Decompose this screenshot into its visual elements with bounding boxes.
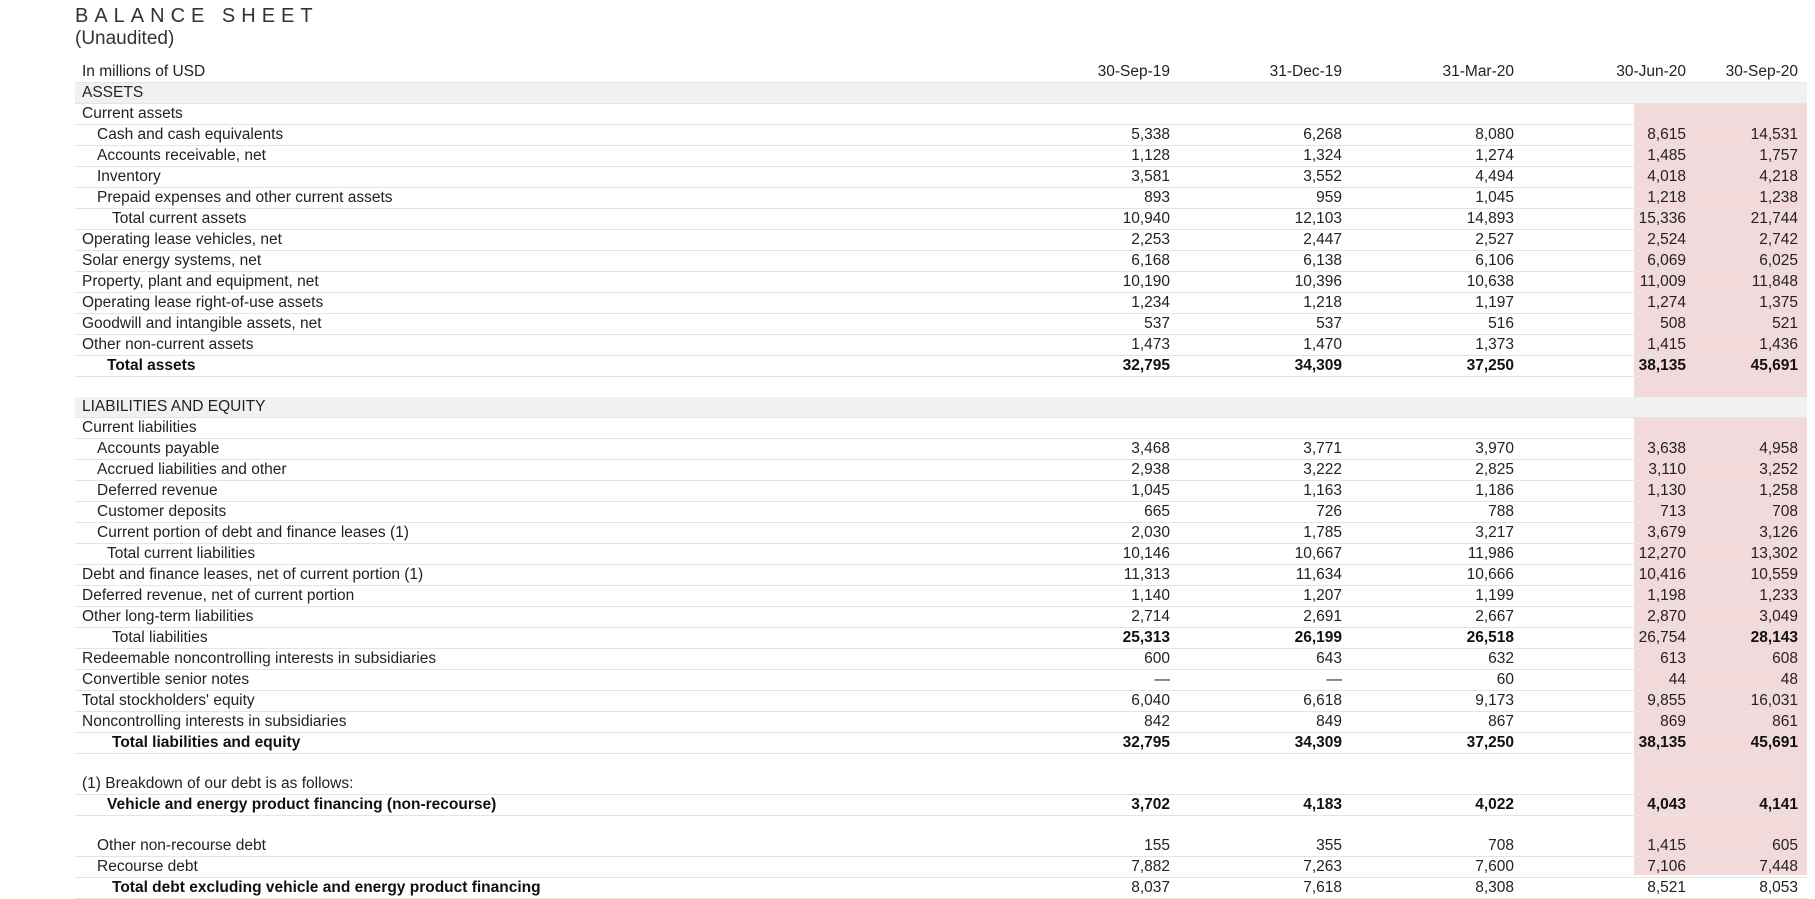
value-cell: 713 [1523, 502, 1695, 523]
row-label: ASSETS [75, 83, 1035, 104]
value-cell: 605 [1695, 836, 1807, 857]
table-row [75, 293, 1807, 314]
table-row [75, 628, 1807, 649]
value-cell: 38,135 [1523, 356, 1695, 377]
spacer-cell [1695, 816, 1807, 837]
value-cell [1351, 418, 1523, 439]
value-cell: 11,009 [1523, 272, 1695, 293]
row-label: Cash and cash equivalents [75, 125, 1035, 146]
value-cell: 1,163 [1179, 481, 1351, 502]
value-cell: 1,045 [1035, 481, 1179, 502]
value-cell: 2,938 [1035, 460, 1179, 481]
value-cell: 355 [1179, 836, 1351, 857]
value-cell [1523, 397, 1695, 418]
table-row [75, 649, 1807, 670]
row-label: Customer deposits [75, 502, 1035, 523]
value-cell: 1,197 [1351, 293, 1523, 314]
value-cell: 4,494 [1351, 167, 1523, 188]
value-cell [1035, 104, 1179, 125]
table-row [75, 544, 1807, 565]
value-cell: 37,250 [1351, 733, 1523, 754]
row-label: Current portion of debt and finance leases (1) [75, 523, 1035, 544]
row-label: Convertible senior notes [75, 670, 1035, 691]
value-cell [1695, 418, 1807, 439]
value-cell: 1,258 [1695, 481, 1807, 502]
spacer-cell [75, 377, 1035, 398]
value-cell: 1,199 [1351, 586, 1523, 607]
value-cell: 1,473 [1035, 335, 1179, 356]
value-cell [1523, 83, 1695, 104]
value-cell: 10,638 [1351, 272, 1523, 293]
column-header: 30-Jun-20 [1523, 62, 1695, 83]
table-row [75, 502, 1807, 523]
value-cell: 7,263 [1179, 857, 1351, 878]
row-label: Solar energy systems, net [75, 251, 1035, 272]
value-cell: 2,667 [1351, 607, 1523, 628]
value-cell: 5,338 [1035, 125, 1179, 146]
table-row [75, 418, 1807, 439]
spacer-row [75, 754, 1807, 775]
value-cell: 9,173 [1351, 691, 1523, 712]
value-cell: 4,183 [1179, 795, 1351, 816]
value-cell: 7,448 [1695, 857, 1807, 878]
value-cell: 1,218 [1523, 188, 1695, 209]
value-cell: 1,757 [1695, 146, 1807, 167]
table-row [75, 460, 1807, 481]
table-row [75, 188, 1807, 209]
value-cell: 16,031 [1695, 691, 1807, 712]
value-cell [1695, 83, 1807, 104]
value-cell: 1,324 [1179, 146, 1351, 167]
spacer-cell [1695, 377, 1807, 398]
table-row [75, 125, 1807, 146]
value-cell: — [1035, 670, 1179, 691]
value-cell: 842 [1035, 712, 1179, 733]
value-cell: 11,313 [1035, 565, 1179, 586]
value-cell [1035, 397, 1179, 418]
value-cell [1179, 397, 1351, 418]
row-label: Vehicle and energy product financing (non-recourse) [75, 795, 1035, 816]
row-label: Total current liabilities [75, 544, 1035, 565]
value-cell: 2,447 [1179, 230, 1351, 251]
value-cell: 10,396 [1179, 272, 1351, 293]
value-cell: 867 [1351, 712, 1523, 733]
value-cell: 6,168 [1035, 251, 1179, 272]
value-cell [1695, 104, 1807, 125]
value-cell: 1,375 [1695, 293, 1807, 314]
row-label: Accrued liabilities and other [75, 460, 1035, 481]
spacer-cell [1351, 377, 1523, 398]
value-cell: 3,581 [1035, 167, 1179, 188]
table-row [75, 272, 1807, 293]
row-label: Other long-term liabilities [75, 607, 1035, 628]
value-cell [1523, 418, 1695, 439]
table-row [75, 795, 1807, 816]
value-cell: 7,600 [1351, 857, 1523, 878]
table-row [75, 356, 1807, 377]
row-label: Prepaid expenses and other current assets [75, 188, 1035, 209]
row-label: (1) Breakdown of our debt is as follows: [75, 774, 1035, 795]
value-cell: 516 [1351, 314, 1523, 335]
value-cell: 44 [1523, 670, 1695, 691]
value-cell: 8,053 [1695, 878, 1807, 899]
value-cell: 2,870 [1523, 607, 1695, 628]
value-cell: 3,252 [1695, 460, 1807, 481]
value-cell: 708 [1351, 836, 1523, 857]
value-cell: 3,771 [1179, 439, 1351, 460]
row-label: Property, plant and equipment, net [75, 272, 1035, 293]
table-row [75, 251, 1807, 272]
value-cell: 10,666 [1351, 565, 1523, 586]
value-cell: 4,218 [1695, 167, 1807, 188]
units-label: In millions of USD [75, 62, 1035, 83]
value-cell: 10,559 [1695, 565, 1807, 586]
value-cell: 600 [1035, 649, 1179, 670]
row-label: LIABILITIES AND EQUITY [75, 397, 1035, 418]
table-row [75, 836, 1807, 857]
table-row [75, 335, 1807, 356]
row-label: Other non-current assets [75, 335, 1035, 356]
value-cell: 6,268 [1179, 125, 1351, 146]
value-cell [1351, 104, 1523, 125]
row-label: Current assets [75, 104, 1035, 125]
table-row [75, 314, 1807, 335]
spacer-cell [1179, 816, 1351, 837]
value-cell: 7,882 [1035, 857, 1179, 878]
value-cell: 2,527 [1351, 230, 1523, 251]
value-cell: 32,795 [1035, 733, 1179, 754]
table-row [75, 565, 1807, 586]
table-row [75, 670, 1807, 691]
value-cell: 1,785 [1179, 523, 1351, 544]
value-cell: 45,691 [1695, 733, 1807, 754]
spacer-cell [1179, 754, 1351, 775]
value-cell: 1,274 [1351, 146, 1523, 167]
value-cell: 4,958 [1695, 439, 1807, 460]
value-cell [1351, 774, 1523, 795]
value-cell: 4,022 [1351, 795, 1523, 816]
value-cell: 6,138 [1179, 251, 1351, 272]
table-row [75, 523, 1807, 544]
value-cell: 508 [1523, 314, 1695, 335]
value-cell: 3,970 [1351, 439, 1523, 460]
value-cell: 8,037 [1035, 878, 1179, 899]
spacer-cell [1695, 754, 1807, 775]
section-header-row [75, 83, 1807, 104]
value-cell: 45,691 [1695, 356, 1807, 377]
value-cell: 4,043 [1523, 795, 1695, 816]
value-cell: 1,233 [1695, 586, 1807, 607]
value-cell: 8,308 [1351, 878, 1523, 899]
spacer-cell [1523, 754, 1695, 775]
value-cell: 3,222 [1179, 460, 1351, 481]
value-cell: 3,049 [1695, 607, 1807, 628]
value-cell: 861 [1695, 712, 1807, 733]
table-row [75, 878, 1807, 899]
table-row [75, 146, 1807, 167]
value-cell: 608 [1695, 649, 1807, 670]
value-cell: 10,146 [1035, 544, 1179, 565]
row-label: Deferred revenue, net of current portion [75, 586, 1035, 607]
value-cell: 10,416 [1523, 565, 1695, 586]
table-row [75, 167, 1807, 188]
table-row [75, 691, 1807, 712]
row-label: Deferred revenue [75, 481, 1035, 502]
table-row [75, 209, 1807, 230]
value-cell: 788 [1351, 502, 1523, 523]
row-label: Recourse debt [75, 857, 1035, 878]
table-row [75, 230, 1807, 251]
row-label: Accounts receivable, net [75, 146, 1035, 167]
value-cell: 708 [1695, 502, 1807, 523]
value-cell: 26,518 [1351, 628, 1523, 649]
value-cell: 3,217 [1351, 523, 1523, 544]
value-cell: 37,250 [1351, 356, 1523, 377]
value-cell: 1,373 [1351, 335, 1523, 356]
value-cell: 1,238 [1695, 188, 1807, 209]
value-cell: 537 [1179, 314, 1351, 335]
value-cell: 15,336 [1523, 209, 1695, 230]
value-cell: 1,218 [1179, 293, 1351, 314]
row-label: Noncontrolling interests in subsidiaries [75, 712, 1035, 733]
value-cell: 1,436 [1695, 335, 1807, 356]
table-row [75, 586, 1807, 607]
value-cell: 9,855 [1523, 691, 1695, 712]
value-cell: 3,468 [1035, 439, 1179, 460]
value-cell: 521 [1695, 314, 1807, 335]
page-title: BALANCE SHEET [75, 5, 319, 27]
value-cell [1035, 418, 1179, 439]
value-cell: 2,691 [1179, 607, 1351, 628]
value-cell [1179, 83, 1351, 104]
row-label: Redeemable noncontrolling interests in subsidiaries [75, 649, 1035, 670]
value-cell: 643 [1179, 649, 1351, 670]
value-cell: 849 [1179, 712, 1351, 733]
column-header: 30-Sep-20 [1695, 62, 1807, 83]
value-cell [1695, 397, 1807, 418]
row-label: Total stockholders' equity [75, 691, 1035, 712]
value-cell: 13,302 [1695, 544, 1807, 565]
row-label: Debt and finance leases, net of current portion (1) [75, 565, 1035, 586]
value-cell: 2,030 [1035, 523, 1179, 544]
spacer-cell [1351, 754, 1523, 775]
value-cell: 34,309 [1179, 733, 1351, 754]
value-cell: 1,140 [1035, 586, 1179, 607]
spacer-cell [1035, 377, 1179, 398]
value-cell: 14,531 [1695, 125, 1807, 146]
value-cell: 48 [1695, 670, 1807, 691]
value-cell: 2,742 [1695, 230, 1807, 251]
spacer-cell [1351, 816, 1523, 837]
value-cell: 10,667 [1179, 544, 1351, 565]
row-label: Goodwill and intangible assets, net [75, 314, 1035, 335]
value-cell: 6,069 [1523, 251, 1695, 272]
row-label: Total current assets [75, 209, 1035, 230]
value-cell: 869 [1523, 712, 1695, 733]
table-row [75, 733, 1807, 754]
value-cell: 613 [1523, 649, 1695, 670]
value-cell: 32,795 [1035, 356, 1179, 377]
value-cell [1035, 83, 1179, 104]
spacer-row [75, 816, 1807, 837]
page-subtitle: (Unaudited) [75, 28, 175, 49]
value-cell: 26,199 [1179, 628, 1351, 649]
value-cell: 4,141 [1695, 795, 1807, 816]
value-cell: 3,552 [1179, 167, 1351, 188]
value-cell: 38,135 [1523, 733, 1695, 754]
row-label: Total liabilities and equity [75, 733, 1035, 754]
value-cell: 1,045 [1351, 188, 1523, 209]
value-cell [1695, 774, 1807, 795]
value-cell: 537 [1035, 314, 1179, 335]
value-cell: 14,893 [1351, 209, 1523, 230]
value-cell: — [1179, 670, 1351, 691]
value-cell: 726 [1179, 502, 1351, 523]
value-cell [1035, 774, 1179, 795]
table-row [75, 607, 1807, 628]
table-row [75, 857, 1807, 878]
value-cell [1179, 774, 1351, 795]
value-cell: 1,130 [1523, 481, 1695, 502]
value-cell: 3,638 [1523, 439, 1695, 460]
value-cell: 11,848 [1695, 272, 1807, 293]
value-cell: 1,485 [1523, 146, 1695, 167]
value-cell: 1,415 [1523, 335, 1695, 356]
value-cell: 1,128 [1035, 146, 1179, 167]
row-label: Other non-recourse debt [75, 836, 1035, 857]
value-cell: 6,106 [1351, 251, 1523, 272]
value-cell: 1,470 [1179, 335, 1351, 356]
value-cell: 1,186 [1351, 481, 1523, 502]
value-cell: 34,309 [1179, 356, 1351, 377]
value-cell [1179, 104, 1351, 125]
value-cell: 155 [1035, 836, 1179, 857]
value-cell: 8,521 [1523, 878, 1695, 899]
value-cell: 1,274 [1523, 293, 1695, 314]
value-cell: 11,634 [1179, 565, 1351, 586]
value-cell: 2,524 [1523, 230, 1695, 251]
header-row [75, 62, 1807, 83]
value-cell: 3,126 [1695, 523, 1807, 544]
value-cell: 1,234 [1035, 293, 1179, 314]
spacer-cell [1035, 754, 1179, 775]
value-cell: 25,313 [1035, 628, 1179, 649]
value-cell: 3,702 [1035, 795, 1179, 816]
value-cell [1179, 418, 1351, 439]
value-cell: 8,080 [1351, 125, 1523, 146]
value-cell: 10,940 [1035, 209, 1179, 230]
row-label: Current liabilities [75, 418, 1035, 439]
value-cell: 3,679 [1523, 523, 1695, 544]
value-cell: 1,415 [1523, 836, 1695, 857]
value-cell [1351, 83, 1523, 104]
value-cell: 632 [1351, 649, 1523, 670]
row-label: Operating lease right-of-use assets [75, 293, 1035, 314]
value-cell: 3,110 [1523, 460, 1695, 481]
table-row [75, 439, 1807, 460]
value-cell: 10,190 [1035, 272, 1179, 293]
spacer-cell [75, 816, 1035, 837]
row-label: Accounts payable [75, 439, 1035, 460]
column-header: 31-Dec-19 [1179, 62, 1351, 83]
spacer-cell [1523, 816, 1695, 837]
value-cell: 8,615 [1523, 125, 1695, 146]
value-cell: 6,618 [1179, 691, 1351, 712]
column-header: 30-Sep-19 [1035, 62, 1179, 83]
value-cell: 1,207 [1179, 586, 1351, 607]
value-cell: 665 [1035, 502, 1179, 523]
value-cell: 28,143 [1695, 628, 1807, 649]
row-label: Total assets [75, 356, 1035, 377]
value-cell: 959 [1179, 188, 1351, 209]
table-row [75, 104, 1807, 125]
value-cell: 2,253 [1035, 230, 1179, 251]
value-cell: 7,106 [1523, 857, 1695, 878]
value-cell: 26,754 [1523, 628, 1695, 649]
value-cell: 7,618 [1179, 878, 1351, 899]
value-cell [1351, 397, 1523, 418]
row-label: Operating lease vehicles, net [75, 230, 1035, 251]
value-cell: 21,744 [1695, 209, 1807, 230]
spacer-cell [1035, 816, 1179, 837]
value-cell: 11,986 [1351, 544, 1523, 565]
balance-sheet-table [75, 62, 1807, 899]
spacer-cell [75, 754, 1035, 775]
spacer-row [75, 377, 1807, 398]
value-cell: 4,018 [1523, 167, 1695, 188]
value-cell: 2,825 [1351, 460, 1523, 481]
value-cell: 60 [1351, 670, 1523, 691]
table-row [75, 774, 1807, 795]
value-cell [1523, 104, 1695, 125]
table-row [75, 712, 1807, 733]
spacer-cell [1523, 377, 1695, 398]
row-label: Inventory [75, 167, 1035, 188]
value-cell: 12,103 [1179, 209, 1351, 230]
value-cell: 893 [1035, 188, 1179, 209]
section-header-row [75, 397, 1807, 418]
spacer-cell [1179, 377, 1351, 398]
value-cell [1523, 774, 1695, 795]
value-cell: 6,025 [1695, 251, 1807, 272]
table-row [75, 481, 1807, 502]
row-label: Total debt excluding vehicle and energy product financing [75, 878, 1035, 899]
value-cell: 6,040 [1035, 691, 1179, 712]
value-cell: 2,714 [1035, 607, 1179, 628]
value-cell: 1,198 [1523, 586, 1695, 607]
value-cell: 12,270 [1523, 544, 1695, 565]
column-header: 31-Mar-20 [1351, 62, 1523, 83]
row-label: Total liabilities [75, 628, 1035, 649]
